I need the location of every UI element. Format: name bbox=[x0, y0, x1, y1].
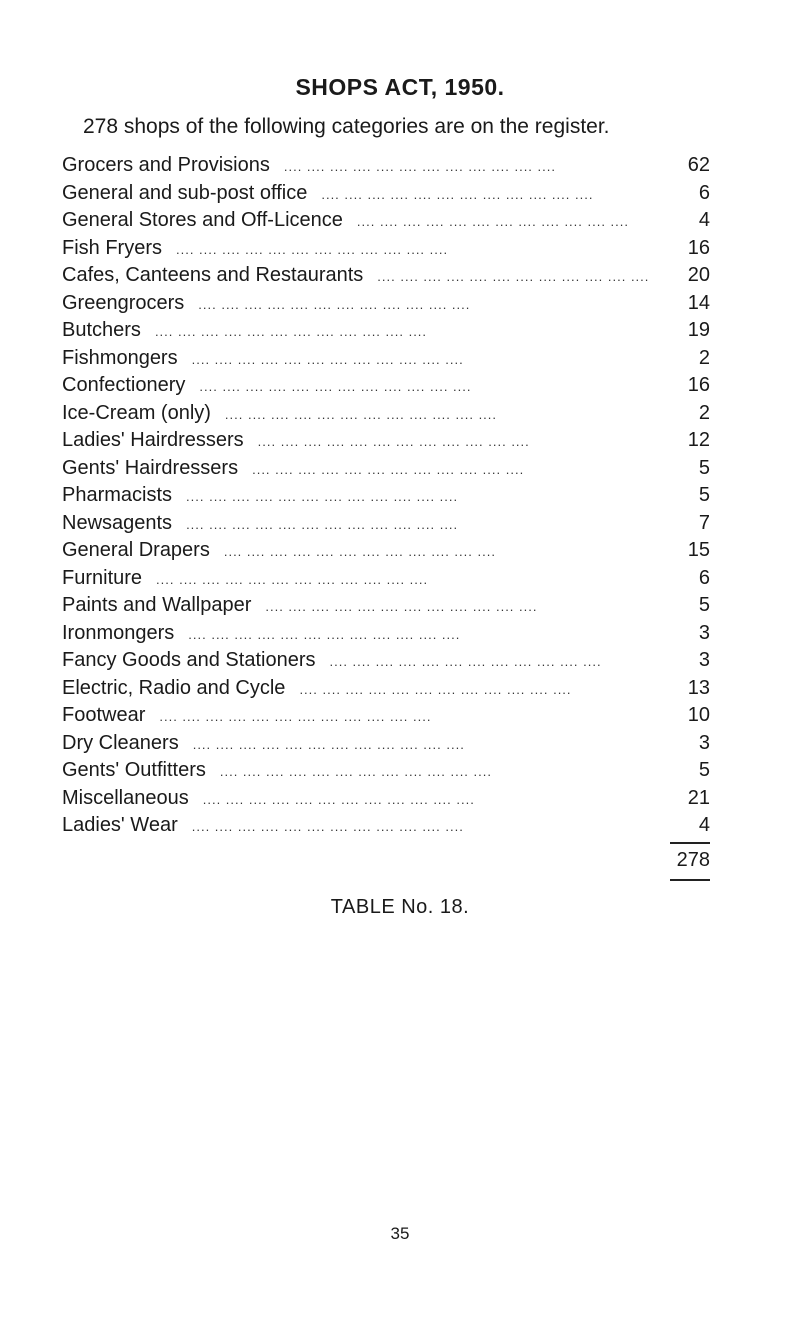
table-row bbox=[62, 785, 710, 813]
table-row bbox=[62, 620, 710, 648]
total-value: 278 bbox=[676, 849, 710, 871]
category-count: 3 bbox=[698, 649, 710, 671]
category-label: Footwear bbox=[62, 704, 146, 726]
category-label: Fancy Goods and Stationers bbox=[62, 649, 316, 671]
category-label: Fish Fryers bbox=[62, 236, 162, 259]
table-row bbox=[62, 730, 710, 758]
dot-leader: .... .... .... .... .... .... .... .... .... .... .... .... bbox=[224, 406, 498, 422]
table-row bbox=[62, 482, 710, 510]
dot-leader: .... .... .... .... .... .... .... .... .... .... .... .... bbox=[283, 159, 556, 174]
category-label: Electric, Radio and Cycle bbox=[62, 676, 286, 699]
category-label: General and sub-post office bbox=[62, 181, 308, 204]
table-row bbox=[62, 592, 710, 620]
total-rule-top bbox=[670, 842, 710, 844]
dot-leader: .... .... .... .... .... .... .... .... .... .... .... .... bbox=[186, 516, 459, 532]
dot-leader: .... .... .... .... .... .... .... .... .... .... .... .... bbox=[321, 186, 594, 202]
category-label: Greengrocers bbox=[62, 291, 185, 314]
category-label: Furniture bbox=[62, 566, 143, 589]
category-count: 62 bbox=[687, 154, 710, 176]
dot-leader: .... .... .... .... .... .... .... .... .... .... .... .... bbox=[176, 241, 449, 257]
dot-leader: .... .... .... .... .... .... .... .... .... .... .... .... bbox=[191, 351, 464, 367]
table-row bbox=[62, 675, 710, 703]
dot-leader: .... .... .... .... .... .... .... .... .... .... .... .... bbox=[223, 544, 496, 559]
table-row bbox=[62, 757, 710, 785]
table-row bbox=[62, 345, 710, 373]
category-label: Butchers bbox=[62, 319, 141, 341]
total-block bbox=[670, 842, 710, 881]
dot-leader: .... .... .... .... .... .... .... .... .... .... .... .... bbox=[192, 736, 465, 752]
dot-leader: .... .... .... .... .... .... .... .... .... .... .... .... bbox=[257, 434, 530, 449]
category-label: Gents' Hairdressers bbox=[62, 456, 239, 479]
table-row bbox=[62, 262, 710, 290]
dot-leader: .... .... .... .... .... .... .... .... .... .... .... .... bbox=[329, 654, 602, 669]
category-count: 16 bbox=[687, 236, 710, 259]
category-count: 6 bbox=[698, 566, 710, 589]
table-row bbox=[62, 152, 710, 180]
category-count: 5 bbox=[698, 484, 710, 506]
category-label: Grocers and Provisions bbox=[62, 154, 270, 176]
category-label: General Drapers bbox=[62, 539, 210, 561]
dot-leader: .... .... .... .... .... .... .... .... .... .... .... .... bbox=[265, 599, 538, 614]
dot-leader: .... .... .... .... .... .... .... .... .... .... .... .... bbox=[202, 791, 475, 807]
category-count: 3 bbox=[698, 621, 710, 644]
total-rule-bottom bbox=[670, 879, 710, 881]
table-row bbox=[62, 702, 710, 730]
category-label: Paints and Wallpaper bbox=[62, 594, 252, 616]
category-count: 15 bbox=[687, 539, 710, 561]
category-count: 20 bbox=[687, 264, 710, 286]
table-row bbox=[62, 207, 710, 235]
category-count: 6 bbox=[698, 181, 710, 204]
dot-leader: .... .... .... .... .... .... .... .... .... .... .... .... bbox=[159, 709, 432, 724]
table-row bbox=[62, 565, 710, 593]
category-count: 4 bbox=[698, 209, 710, 231]
category-label: Miscellaneous bbox=[62, 786, 189, 809]
category-count: 5 bbox=[698, 456, 710, 479]
dot-leader: .... .... .... .... .... .... .... .... .... .... .... .... bbox=[199, 379, 472, 394]
table-row bbox=[62, 317, 710, 345]
category-count: 2 bbox=[698, 346, 710, 369]
dot-leader: .... .... .... .... .... .... .... .... .... .... .... .... bbox=[356, 214, 630, 229]
category-count: 2 bbox=[698, 401, 710, 424]
shop-categories-table bbox=[62, 152, 710, 840]
category-label: Pharmacists bbox=[62, 484, 173, 506]
table-row bbox=[62, 372, 710, 400]
table-caption: TABLE No. 18. bbox=[330, 896, 470, 918]
category-label: General Stores and Off-Licence bbox=[62, 209, 343, 231]
table-row bbox=[62, 400, 710, 428]
subtitle: 278 shops of the following categories are on the register. bbox=[83, 115, 610, 138]
category-label: Gents' Outfitters bbox=[62, 759, 206, 781]
category-label: Ladies' Hairdressers bbox=[62, 429, 244, 451]
page-title: SHOPS ACT, 1950. bbox=[295, 74, 505, 100]
table-row bbox=[62, 510, 710, 538]
category-count: 19 bbox=[687, 319, 710, 341]
dot-leader: .... .... .... .... .... .... .... .... .... .... .... .... bbox=[198, 296, 471, 312]
table-row bbox=[62, 455, 710, 483]
table-row bbox=[62, 180, 710, 208]
category-count: 16 bbox=[687, 374, 710, 396]
page-number: 35 bbox=[390, 1224, 410, 1243]
table-row bbox=[62, 537, 710, 565]
dot-leader: .... .... .... .... .... .... .... .... .... .... .... .... bbox=[186, 489, 459, 504]
category-count: 14 bbox=[687, 291, 710, 314]
category-label: Ice-Cream (only) bbox=[62, 401, 211, 424]
category-count: 4 bbox=[698, 814, 710, 836]
category-count: 12 bbox=[687, 429, 710, 451]
category-label: Ladies' Wear bbox=[62, 814, 178, 836]
category-count: 5 bbox=[698, 594, 710, 616]
category-count: 7 bbox=[698, 511, 710, 534]
category-count: 5 bbox=[698, 759, 710, 781]
table-row bbox=[62, 812, 710, 840]
dot-leader: .... .... .... .... .... .... .... .... .... .... .... .... bbox=[219, 764, 492, 779]
table-row bbox=[62, 290, 710, 318]
category-label: Ironmongers bbox=[62, 621, 175, 644]
category-label: Confectionery bbox=[62, 374, 186, 396]
category-count: 3 bbox=[698, 731, 710, 754]
category-count: 13 bbox=[687, 676, 710, 699]
dot-leader: .... .... .... .... .... .... .... .... .... .... .... .... bbox=[188, 626, 461, 642]
category-count: 21 bbox=[687, 786, 710, 809]
dot-leader: .... .... .... .... .... .... .... .... .... .... .... .... bbox=[299, 681, 572, 697]
table-row bbox=[62, 427, 710, 455]
category-label: Newsagents bbox=[62, 511, 173, 534]
dot-leader: .... .... .... .... .... .... .... .... .... .... .... .... bbox=[154, 324, 428, 339]
category-label: Cafes, Canteens and Restaurants bbox=[62, 264, 364, 286]
dot-leader: .... .... .... .... .... .... .... .... .... .... .... .... bbox=[156, 571, 429, 587]
category-label: Dry Cleaners bbox=[62, 731, 179, 754]
dot-leader: .... .... .... .... .... .... .... .... .... .... .... .... bbox=[252, 461, 525, 477]
category-label: Fishmongers bbox=[62, 346, 178, 369]
table-row bbox=[62, 235, 710, 263]
dot-leader: .... .... .... .... .... .... .... .... .... .... .... .... bbox=[191, 819, 464, 834]
dot-leader: .... .... .... .... .... .... .... .... .... .... .... .... bbox=[377, 269, 650, 284]
table-row bbox=[62, 647, 710, 675]
category-count: 10 bbox=[687, 704, 710, 726]
